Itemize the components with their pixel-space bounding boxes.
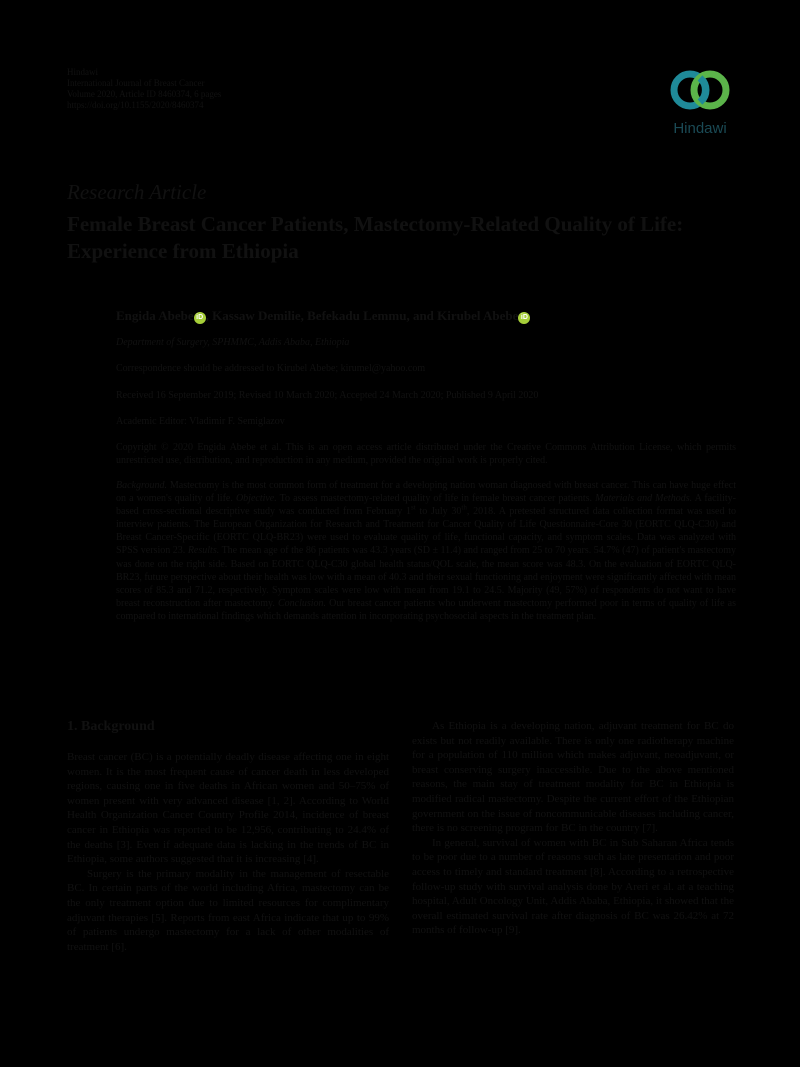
journal-name: International Journal of Breast Cancer: [67, 78, 205, 88]
logo-text: Hindawi: [673, 120, 727, 137]
abstract-methods: , 2018. A pretested structured data collection format was used to interview patients. The European Organization for Research and Treatment for Cancer Quality of Life Questionnaire-Core 30 (EORTC QLQ-C30) and Breast Cancer-Specific (EORTC QLQ-BR23) were used to evaluate quality of life, functional capacity, and symptom scales. Data was analyzed with SPSS version 23.: [116, 506, 736, 557]
abstract-objective-label: Objective.: [235, 493, 277, 505]
publisher-name: Hindawi: [67, 67, 98, 77]
section-heading: 1. Background: [67, 719, 155, 734]
orcid-icon[interactable]: iD: [194, 312, 206, 324]
abstract-results: The mean age of the 86 patients was 43.3 years (SD ± 11.4) and ranged from 25 to 70 years. 54.7% (47) of patient's mastectomy was done on the right side. Based on EORTC QLQ-C30 global health status/QOL scale, the mean score was 48.3. On the evaluation of EORTC QLQ-BR23, future perspective about their health was low with a mean of 40.3 and their sexual functioning and enjoyment were significantly affected with mean scores of 85.3 and 71.2, respectively. Symptom scales were low with mean from 19.1 to 24.5. Majority (49, 57%) of respondents do not want to have breast reconstruction after mastectomy.: [116, 545, 737, 609]
dates: Received 16 September 2019; Revised 10 March 2020; Accepted 24 March 2020; Published 9 April 2020: [116, 390, 539, 401]
article-type: Research Article: [67, 180, 207, 204]
hindawi-logo: [664, 66, 736, 138]
abstract-background-label: Background.: [116, 480, 168, 491]
author-list: Engida Abebe iD , Kassaw Demilie, Befekadu Lemmu, and Kirubel Abebe iD: [116, 308, 530, 324]
abstract-conclusion-label: Conclusion.: [277, 597, 327, 609]
correspondence: Correspondence should be addressed to Kirubel Abebe; kirumel@yahoo.com: [116, 363, 426, 374]
abstract-conclusion: Our breast cancer patients who underwent mastectomy performed poor in terms of quality of life as compared to international findings which demands attention in incorporating psychosocial aspects in the treatment plan.: [116, 597, 736, 622]
abstract-methods-label: Materials and Methods.: [595, 493, 693, 505]
abstract-sup: th: [461, 503, 467, 512]
doi-link[interactable]: https://doi.org/10.1155/2020/8460374: [67, 100, 204, 110]
abstract: [116, 479, 736, 623]
body-paragraph: As Ethiopia is a developing nation, adjuvant treatment for BC do exists but not readily available. There is only one radiotherapy machine for a population of 110 million which makes adjuvant, neoadjuvant, or breast conserving surgery inaccessible. Due to the above mentioned reasons, the main stay of treatment modality for BC in Ethiopia is modified radical mastectomy. Despite the current effort of the Ethiopian government on the issue of noncommunicable diseases including cancer, there is no screening program for BC in the country [7].: [412, 720, 734, 835]
abstract-background: Mastectomy is the most common form of treatment for a developing nation woman diagnosed with breast cancer. This can have huge effect on a women's quality of life.: [116, 480, 736, 505]
left-column: [67, 750, 389, 954]
abstract-methods: to July 30: [415, 506, 462, 518]
volume-info: Volume 2020, Article ID 8460374, 6 pages: [67, 89, 222, 99]
abstract-sup: st: [410, 503, 416, 512]
author-first: Engida Abebe: [116, 308, 194, 323]
article-title: Female Breast Cancer Patients, Mastectomy-Related Quality of Life: Experience from Ethiopia: [67, 212, 684, 263]
orcid-icon[interactable]: iD: [518, 312, 530, 324]
abstract-objective: To assess mastectomy-related quality of life in female breast cancer patients.: [276, 493, 593, 505]
abstract-results-label: Results.: [187, 545, 220, 557]
affiliation: Department of Surgery, SPHMMC, Addis Ababa, Ethiopia: [116, 337, 350, 348]
body-paragraph: Surgery is the primary modality in the management of resectable BC. In certain parts of the world including Africa, mastectomy can be the only treatment option due to limited resources for complimentary adjuvant therapies [5]. Reports from east Africa indicate that up to 99% of patients undergo mastectomy for a lack of other modalities of treatment [6].: [67, 867, 389, 953]
body-paragraph: In general, survival of women with BC in Sub Saharan Africa tends to be poor due to a number of reasons such as late presentation and poor access to timely and standard treatment [8]. According to a retrospective follow-up study with survival analysis done by Areri et al. at a teaching hospital, Adult Oncology Unit, Addis Ababa, Ethiopia, it showed that the overall estimated survival rate after diagnosis of BC was 26.42% at 72 months of follow-up [9].: [412, 836, 734, 937]
body-paragraph: Breast cancer (BC) is a potentially deadly disease affecting one in eight women. It is the most frequent cause of cancer death in less developed regions, causing one in five deaths in African women and 50–75% of women present with very advanced disease [1, 2]. According to World Health Organization Cancer Country Profile 2014, incidence of breast cancer in Ethiopia was reported to be 12,956, contributing to 24.4% of the deaths [3]. Even if adequate data is lacking in the trends of BC in Ethiopia, some authors suggested that it is increasing [4].: [67, 751, 389, 866]
right-column: [412, 719, 734, 938]
author-rest: Kassaw Demilie, Befekadu Lemmu, and Kirubel Abebe: [212, 308, 519, 323]
academic-editor: Academic Editor: Vladimir F. Semiglazov: [116, 416, 285, 427]
hindawi-logo-icon: [664, 66, 736, 120]
abstract-methods: A facility-based cross-sectional descriptive study was conducted from February 1: [116, 493, 737, 518]
journal-meta: [67, 67, 221, 111]
copyright-notice: Copyright © 2020 Engida Abebe et al. This is an open access article distributed under the Creative Commons Attribution License, which permits unrestricted use, distribution, and reproduction in any medium, provided the original work is properly cited.: [116, 442, 736, 466]
